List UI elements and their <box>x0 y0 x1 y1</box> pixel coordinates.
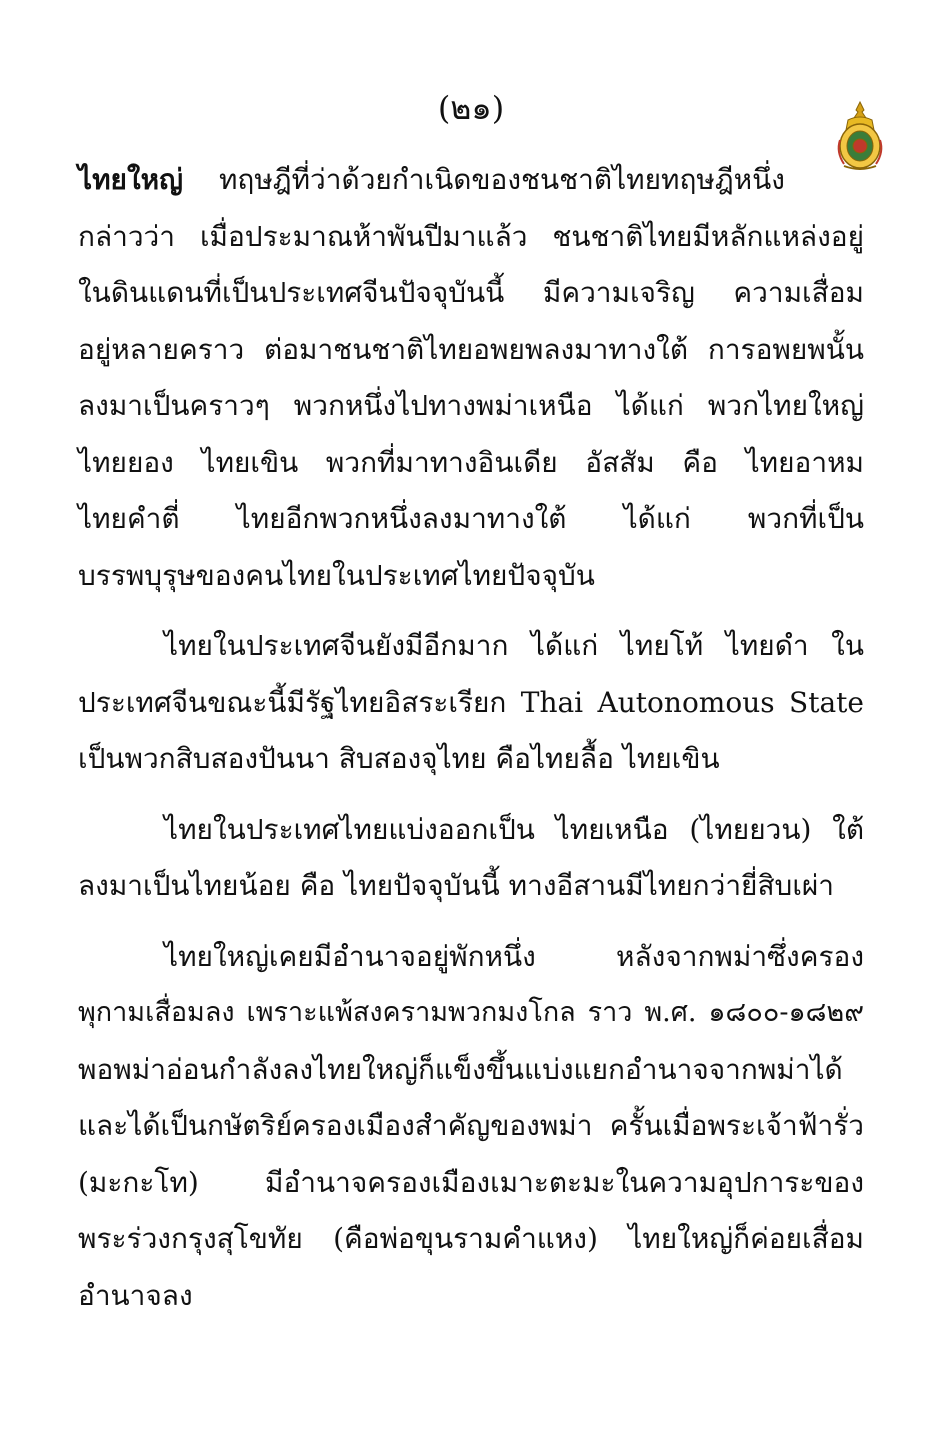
paragraph-tai-yai-origin <box>78 152 864 604</box>
text-line: ไทยใหญ่ ทฤษฎีที่ว่าด้วยกำเนิดของชนชาติไทยทฤษฎีหนึ่ง <box>78 163 785 196</box>
paragraph-tai-in-thailand <box>78 802 864 915</box>
lead-word: ไทยใหญ่ <box>78 163 183 196</box>
text-line: (มะกะโท) มีอำนาจครองเมืองเมาะตะมะในความอุปการะของ <box>78 1165 864 1199</box>
paragraph-tai-yai-power <box>78 929 864 1325</box>
text-line: พระร่วงกรุงสุโขทัย (คือพ่อขุนรามคำแหง) ไทยใหญ่ก็ค่อยเสื่อม <box>78 1222 864 1255</box>
text-line: ไทยใหญ่เคยมีอำนาจอยู่พักหนึ่ง หลังจากพม่าซึ่งครอง <box>164 939 864 973</box>
document-body <box>78 152 864 1324</box>
text-line: พุกามเสื่อมลง เพราะแพ้สงครามพวกมงโกล ราว พ.ศ. ๑๘๐๐-๑๘๒๙ <box>78 997 864 1028</box>
text-line: พอพม่าอ่อนกำลังลงไทยใหญ่ก็แข็งขึ้นแบ่งแยกอำนาจจากพม่าได้ <box>78 1052 843 1086</box>
page-number: (๒๑) <box>437 89 505 127</box>
text-line: เป็นพวกสิบสองปันนา สิบสองจุไทย คือไทยลื้อ ไทยเขิน <box>78 742 720 775</box>
text-line: และได้เป็นกษัตริย์ครองเมืองสำคัญของพม่า ครั้นเมื่อพระเจ้าฟ้ารั่ว <box>78 1109 864 1142</box>
text-line: บรรพบุรุษของคนไทยในประเทศไทยปัจจุบัน <box>78 558 595 592</box>
text-line: อำนาจลง <box>78 1278 193 1312</box>
text-line: ไทยยอง ไทยเขิน พวกที่มาทางอินเดีย อัสสัม คือ ไทยอาหม <box>78 445 864 479</box>
text-line: ในดินแดนที่เป็นประเทศจีนปัจจุบันนี้ มีความเจริญ ความเสื่อม <box>78 276 864 309</box>
text-line: กล่าวว่า เมื่อประมาณห้าพันปีมาแล้ว ชนชาติไทยมีหลักแหล่งอยู่ <box>78 219 864 253</box>
text-line: ไทยคำตี่ ไทยอีกพวกหนึ่งลงมาทางใต้ ได้แก่ พวกที่เป็น <box>78 502 864 535</box>
text-line: ไทยในประเทศจีนยังมีอีกมาก ได้แก่ ไทยโท้ ไทยดำ ใน <box>164 629 864 662</box>
text-line: ลงมาเป็นคราวๆ พวกหนึ่งไปทางพม่าเหนือ ได้แก่ พวกไทยใหญ่ <box>78 389 864 422</box>
text-line: ลงมาเป็นไทยน้อย คือ ไทยปัจจุบันนี้ ทางอีสานมีไทยกว่ายี่สิบเผ่า <box>78 869 835 902</box>
text-line: อยู่หลายคราว ต่อมาชนชาติไทยอพยพลงมาทางใต้ การอพยพนั้น <box>78 332 864 366</box>
paragraph-tai-in-china <box>78 618 864 788</box>
text-line: ประเทศจีนขณะนี้มีรัฐไทยอิสระเรียก Thai Autonomous State <box>78 685 864 719</box>
text-line: ไทยในประเทศไทยแบ่งออกเป็น ไทยเหนือ (ไทยยวน) ใต้ <box>164 812 864 846</box>
